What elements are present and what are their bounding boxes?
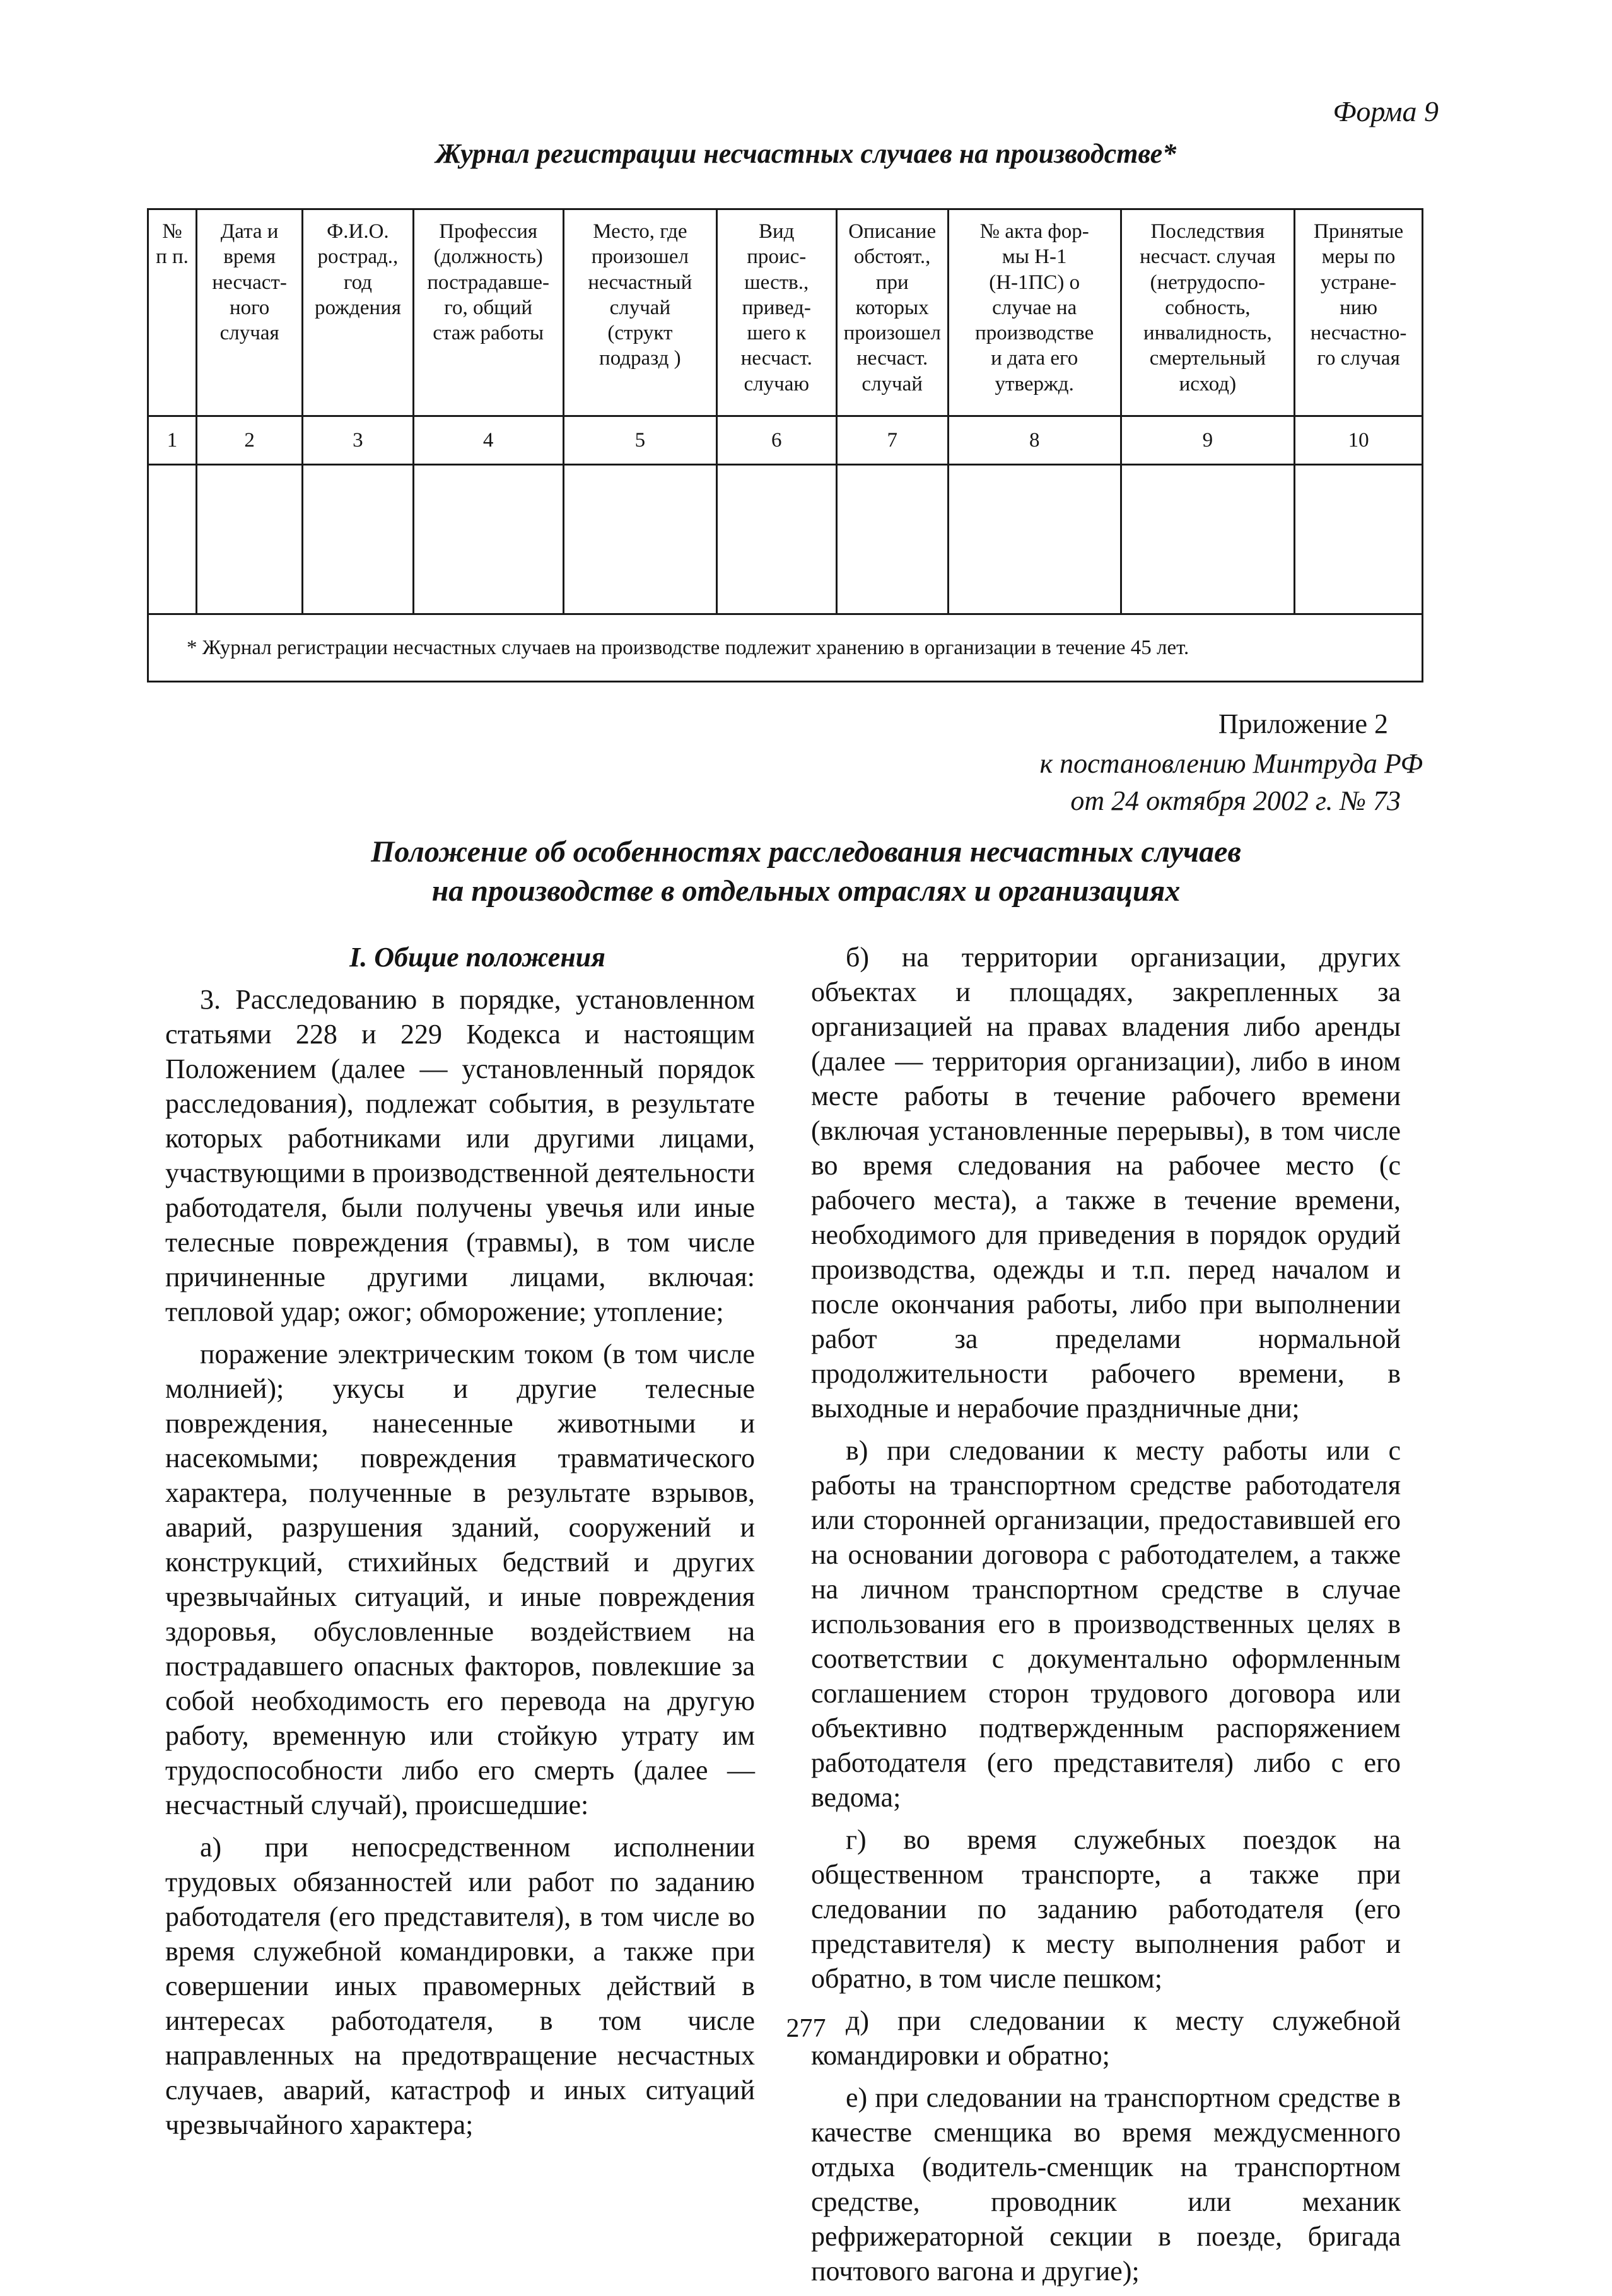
column-header: Ф.И.О. pострад., год рождения [303, 209, 413, 416]
column-number: 8 [948, 416, 1121, 465]
table-footnote-row [148, 614, 1423, 682]
column-header: Описание обстоят., при которых произошел несчаст. случай [836, 209, 948, 416]
table-number-row [148, 416, 1423, 465]
journal-table [147, 208, 1423, 682]
paragraph: в) при следовании к месту работы или с работы на транспортном средстве работодателя или сторонней организации, предоставившей его на основании договора с работодателем, а также на личном транспортном средстве в случае использования его в производственных целях в соответствии с документально оформленным соглашением сторон трудового договора или объективно подтвержденным распоряжением работодателя (его представителя) либо с его ведома; [811, 1435, 1401, 1813]
column-header: Дата и время несчаст- ного случая [197, 209, 303, 416]
paragraph: а) при непосредственном исполнении трудовых обязанностей или работ по заданию работодателя (его представителя), в том числе во время служебной командировки, а также при совершении иных правомерных действий в интересах работодателя, в том числе направленных на предотвращение несчастных случаев, аварий, катастроф и иных ситуаций чрезвычайного характера; [165, 1832, 755, 2140]
column-header: Место, где произошел несчастный случай (структ подразд ) [563, 209, 716, 416]
paragraph: поражение электрическим током (в том числе молнией); укусы и другие телесные повреждения, нанесенные животными и насекомыми; повреждения травматического характера, полученные в результате взрывов, аварий, разрушения зданий, сооружений и конструкций, стихийных бедствий и других чрезвычайных ситуаций, и иные повреждения здоровья, обусловленные воздействием на пострадавшего опасных факторов, повлекшие за собой необходимость его перевода на другую работу, временную или стойкую утрату им трудоспособности либо его смерть (далее — несчастный случай), происшедшие: [165, 1338, 755, 1820]
column-number: 7 [836, 416, 948, 465]
column-number: 5 [563, 416, 716, 465]
column-header: Вид проис- шеств., привед- шего к несчаст. случаю [716, 209, 836, 416]
column-header: Принятые меры по устране- нию несчастно- го случая [1295, 209, 1423, 416]
blank-cell [303, 465, 413, 614]
paragraph: г) во время служебных поездок на общественном транспорте, а также при следовании по заданию работодателя (его представителя) к месту выполнения работ и обратно, в том числе пешком; [811, 1824, 1401, 1994]
column-number: 3 [303, 416, 413, 465]
appendix-date: от 24 октября 2002 г. № 73 [1070, 785, 1401, 816]
right-column [811, 940, 1401, 2296]
column-header: № акта фор- мы Н-1 (Н-1ПС) о случае на производстве и дата его утвержд. [948, 209, 1121, 416]
blank-cell [1121, 465, 1295, 614]
page-number: 277 [786, 2014, 826, 2043]
column-header: Последствия несчаст. случая (нетрудоспо- собность, инвалидность, смертельный исход) [1121, 209, 1295, 416]
section-heading: I. Общие положения [349, 942, 605, 973]
blank-cell [148, 465, 197, 614]
journal-title: Журнал регистрации несчастных случаев на производстве* [435, 138, 1177, 169]
table-header-row [148, 209, 1423, 416]
column-header: № п п. [148, 209, 197, 416]
left-column [165, 940, 755, 2150]
appendix-label: Приложение 2 [1218, 708, 1388, 739]
blank-cell [716, 465, 836, 614]
table-footnote: * Журнал регистрации несчастных случаев на производстве подлежит хранению в организации в течение 45 лет. [148, 614, 1423, 682]
form-label: Форма 9 [1333, 95, 1439, 127]
paragraph: 3. Расследованию в порядке, установленном статьями 228 и 229 Кодекса и настоящим Положением (далее — установленный порядок расследования), подлежат события, в результате которых работниками или другими лицами, участвующими в производственной деятельности работодателя, были получены увечья или иные телесные повреждения (травмы), в том числе причиненные другими лицами, включая: тепловой удар; ожог; обморожение; утопление; [165, 984, 755, 1327]
column-number: 9 [1121, 416, 1295, 465]
column-number: 4 [413, 416, 563, 465]
blank-cell [563, 465, 716, 614]
blank-cell [413, 465, 563, 614]
table-blank-row [148, 465, 1423, 614]
column-number: 10 [1295, 416, 1423, 465]
column-number: 2 [197, 416, 303, 465]
blank-cell [197, 465, 303, 614]
blank-cell [1295, 465, 1423, 614]
paragraph: е) при следовании на транспортном средстве в качестве сменщика во время междусменного отдыха (водитель-сменщик на транспортном средстве, проводник или механик рефрижераторной секции в поезде, бригада почтового вагона и другие); [811, 2082, 1401, 2287]
blank-cell [948, 465, 1121, 614]
column-header: Профессия (должность) пострадавше- го, общий стаж работы [413, 209, 563, 416]
document-title: Положение об особенностях расследования несчастных случаев на производстве в отдельных отраслях и организациях [371, 835, 1241, 908]
column-number: 1 [148, 416, 197, 465]
blank-cell [836, 465, 948, 614]
appendix-reference: к постановлению Минтруда РФ [1039, 748, 1423, 779]
paragraph: б) на территории организации, других объектах и площадях, закрепленных за организацией на правах владения либо аренды (далее — территория организации), либо в ином месте работы в течение рабочего времени (включая установленные перерывы), в том числе во время следования на рабочее место (с рабочего места), а также в течение времени, необходимого для приведения в порядок орудий производства, одежды и т.п. перед началом и после окончания работы, либо при выполнении работ за пределами нормальной продолжительности рабочего времени, в выходные и нерабочие праздничные дни; [811, 942, 1401, 1424]
paragraph: д) при следовании к месту служебной командировки и обратно; [811, 2005, 1401, 2071]
column-number: 6 [716, 416, 836, 465]
